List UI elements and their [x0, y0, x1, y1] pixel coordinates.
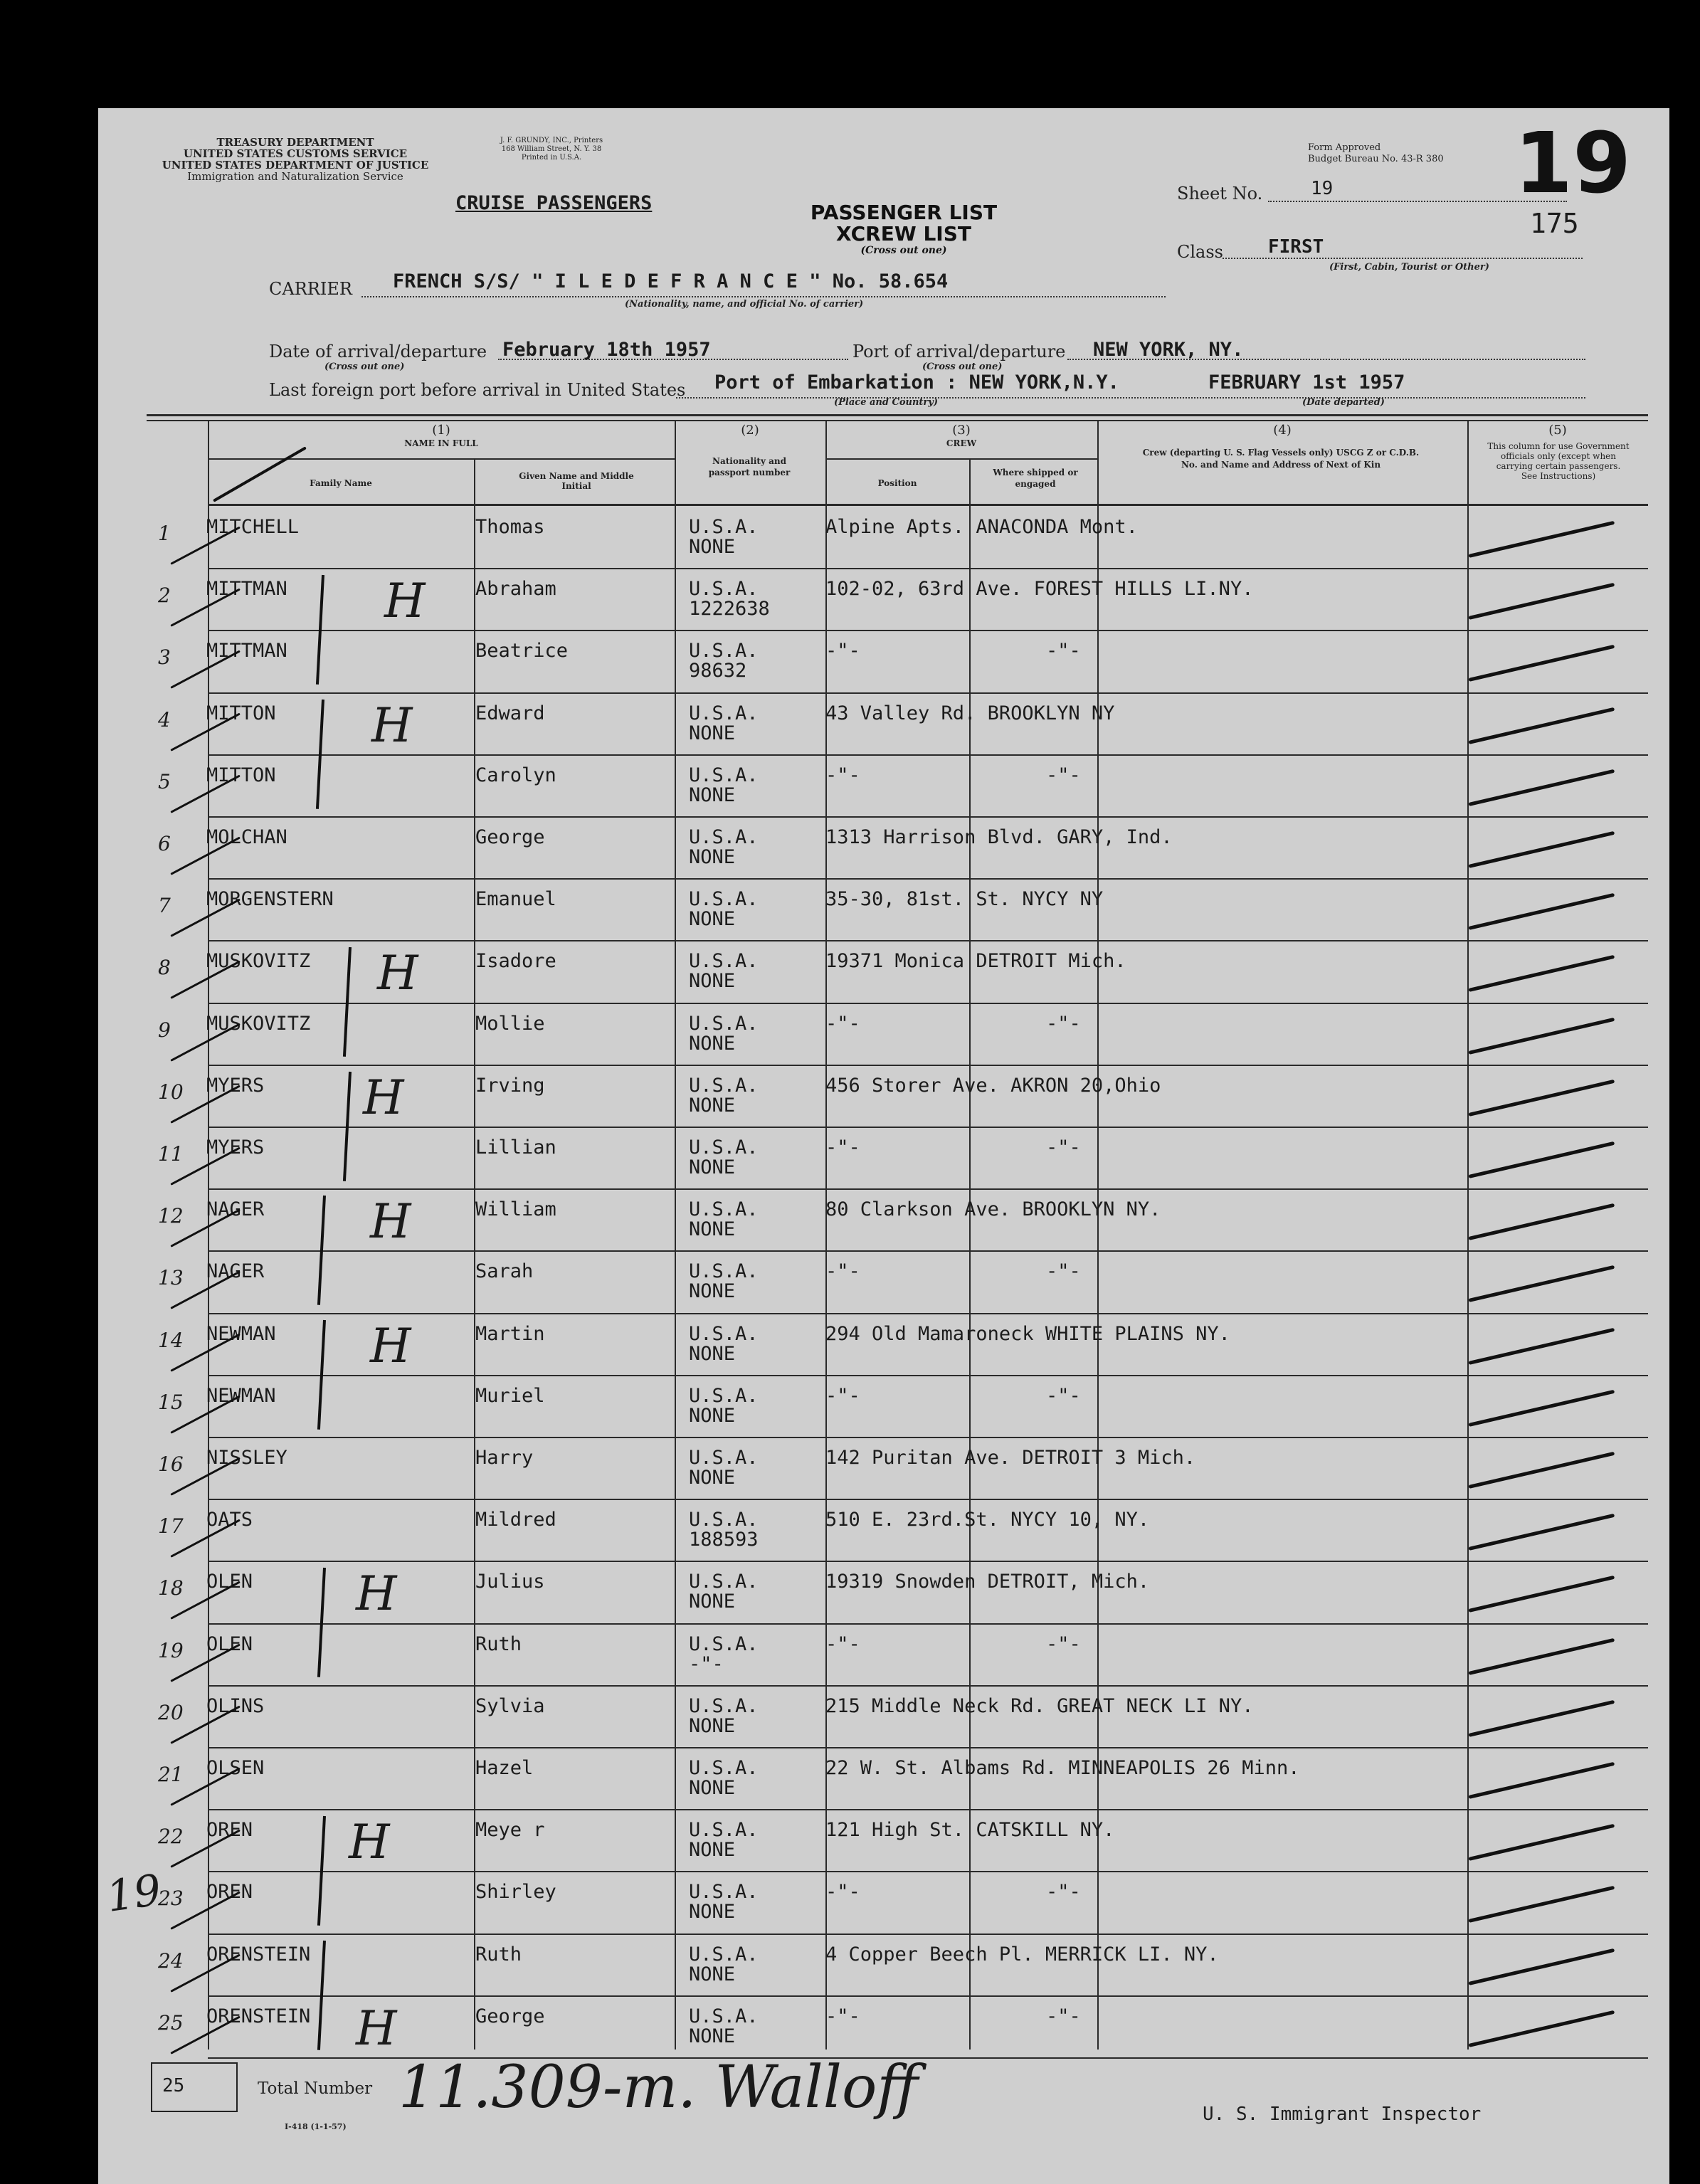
col1-number: (1) — [432, 423, 450, 438]
date-note: (Cross out one) — [324, 362, 405, 372]
given-name-cell: Martin — [475, 1323, 545, 1345]
family-name-cell: OREN — [206, 1881, 253, 1903]
nationality-cell: U.S.A. — [689, 702, 759, 724]
address-cell: 22 W. St. Albams Rd. MINNEAPOLIS 26 Minn. — [825, 1757, 1300, 1779]
given-name-cell: Lillian — [475, 1136, 556, 1159]
carrier-note: (Nationality, name, and official No. of carrier) — [625, 299, 864, 310]
form-code: I-418 (1-1-57) — [285, 2122, 347, 2131]
nationality-cell: U.S.A. — [689, 826, 759, 848]
row-number: 7 — [158, 894, 171, 917]
address-cell: -"- — [825, 640, 860, 662]
passport-cell: NONE — [689, 1467, 736, 1489]
sheet-value: 19 — [1311, 178, 1334, 199]
nationality-cell: U.S.A. — [689, 1819, 759, 1841]
h-mark: H — [384, 574, 426, 628]
passport-cell: NONE — [689, 1280, 736, 1302]
given-name-cell: Abraham — [475, 578, 556, 600]
col4-title: Crew (departing U. S. Flag Vessels only) USCG Z or C.D.B. No. and Name and Address of Next of Kin — [1142, 448, 1420, 470]
nationality-cell: U.S.A. — [689, 1881, 759, 1903]
department-block — [142, 137, 448, 182]
row-number: 5 — [158, 770, 171, 793]
family-name-cell: OATS — [206, 1509, 253, 1531]
given-name-cell: Julius — [475, 1571, 545, 1593]
col5-title: This column for use Government officials only (except when carrying certain passengers. See Instructions) — [1487, 441, 1630, 481]
address-cell: 80 Clarkson Ave. BROOKLYN NY. — [825, 1198, 1161, 1220]
nationality-cell: U.S.A. — [689, 2005, 759, 2027]
ditto-cell: -"- — [1046, 1136, 1081, 1159]
nationality-cell: U.S.A. — [689, 578, 759, 600]
col5-number: (5) — [1548, 423, 1567, 438]
inspector-signature: 11.309-m. Walloff — [398, 2054, 919, 2121]
col2-number: (2) — [741, 423, 759, 438]
passport-cell: NONE — [689, 1901, 736, 1923]
address-cell: 456 Storer Ave. AKRON 20,Ohio — [825, 1075, 1161, 1097]
given-name-cell: Muriel — [475, 1385, 545, 1407]
passport-cell: NONE — [689, 784, 736, 806]
nationality-cell: U.S.A. — [689, 1447, 759, 1469]
ditto-cell: -"- — [1046, 764, 1081, 786]
given-name-cell: Ruth — [475, 1633, 522, 1655]
row-number: 4 — [158, 708, 171, 732]
h-mark: H — [349, 1815, 390, 1869]
nationality-cell: U.S.A. — [689, 888, 759, 910]
margin-note: 19 — [103, 1865, 164, 1922]
family-name-cell: MUSKOVITZ — [206, 1013, 311, 1035]
row-number: 10 — [158, 1080, 184, 1104]
port-value: NEW YORK, NY. — [1093, 339, 1244, 361]
ditto-cell: -"- — [1046, 2005, 1081, 2027]
given-name-cell: Isadore — [475, 950, 556, 972]
row-number: 22 — [158, 1825, 184, 1848]
ditto-cell: -"- — [1046, 1633, 1081, 1655]
address-cell: 35-30, 81st. St. NYCY NY — [825, 888, 1104, 910]
dept-line: UNITED STATES CUSTOMS SERVICE — [183, 147, 408, 160]
row-number: 1 — [158, 522, 171, 545]
class-value: FIRST — [1268, 236, 1324, 258]
row-number: 20 — [158, 1701, 184, 1724]
title-crew-list: XCREW LIST — [836, 222, 971, 246]
nationality-cell: U.S.A. — [689, 1323, 759, 1345]
given-name-cell: Edward — [475, 702, 545, 724]
date-departed-note: (Date departed) — [1302, 397, 1385, 408]
h-mark: H — [370, 1319, 411, 1373]
nationality-cell: U.S.A. — [689, 516, 759, 538]
passport-cell: NONE — [689, 1777, 736, 1799]
ditto-cell: -"- — [1046, 1385, 1081, 1407]
row-number: 2 — [158, 584, 171, 607]
nationality-cell: U.S.A. — [689, 1943, 759, 1966]
h-mark: H — [371, 698, 413, 753]
dept-line: Immigration and Naturalization Service — [187, 170, 403, 183]
printer-line: Printed in U.S.A. — [521, 154, 582, 162]
passport-cell: NONE — [689, 722, 736, 744]
h-mark: H — [370, 1194, 411, 1249]
passport-cell: -"- — [689, 1653, 724, 1675]
nationality-cell: U.S.A. — [689, 1013, 759, 1035]
nationality-cell: U.S.A. — [689, 1695, 759, 1717]
date-departed-value: FEBRUARY 1st 1957 — [1208, 371, 1405, 394]
address-cell: 19371 Monica DETROIT Mich. — [825, 950, 1126, 972]
last-port-value: Port of Embarkation : NEW YORK,N.Y. — [714, 371, 1119, 394]
passport-cell: NONE — [689, 2025, 736, 2047]
nationality-cell: U.S.A. — [689, 1633, 759, 1655]
address-cell: 43 Valley Rd. BROOKLYN NY — [825, 702, 1115, 724]
passport-cell: NONE — [689, 536, 736, 558]
ditto-cell: -"- — [1046, 1881, 1081, 1903]
address-cell: -"- — [825, 1136, 860, 1159]
family-name-cell: NISSLEY — [206, 1447, 287, 1469]
address-cell: -"- — [825, 1013, 860, 1035]
budget-bureau: Budget Bureau No. 43-R 380 — [1308, 154, 1444, 164]
row-number: 6 — [158, 832, 171, 855]
address-cell: 121 High St. CATSKILL NY. — [825, 1819, 1115, 1841]
row-number: 17 — [158, 1514, 184, 1538]
family-name-cell: MITTON — [206, 764, 276, 786]
family-name-cell: ORENSTEIN — [206, 2005, 311, 2027]
sheet-label: Sheet No. — [1177, 184, 1263, 204]
nationality-cell: U.S.A. — [689, 1136, 759, 1159]
address-cell: 215 Middle Neck Rd. GREAT NECK LI NY. — [825, 1695, 1254, 1717]
address-cell: -"- — [825, 1633, 860, 1655]
given-name-cell: Meye r — [475, 1819, 545, 1841]
stamp-number: 175 — [1530, 208, 1579, 239]
h-mark: H — [356, 1566, 397, 1621]
given-name-cell: Carolyn — [475, 764, 556, 786]
h-mark: H — [356, 2001, 397, 2056]
passport-cell: NONE — [689, 1405, 736, 1427]
carrier-label: CARRIER — [269, 279, 352, 299]
address-cell: -"- — [825, 1881, 860, 1903]
passport-cell: NONE — [689, 1094, 736, 1117]
family-name-cell: MORGENSTERN — [206, 888, 334, 910]
family-name-header: Family Name — [310, 478, 372, 488]
nationality-cell: U.S.A. — [689, 1571, 759, 1593]
printer-line: J. F. GRUNDY, INC., Printers — [500, 137, 603, 144]
shipped-header: Where shipped or engaged — [993, 468, 1078, 489]
passport-cell: NONE — [689, 1590, 736, 1613]
address-cell: 19319 Snowden DETROIT, Mich. — [825, 1571, 1150, 1593]
row-number: 25 — [158, 2011, 184, 2035]
row-number: 14 — [158, 1329, 184, 1352]
family-name-cell: OLSEN — [206, 1757, 265, 1779]
family-name-cell: NEWMAN — [206, 1323, 276, 1345]
col4-number: (4) — [1273, 423, 1292, 438]
address-cell: -"- — [825, 1260, 860, 1282]
last-port-note: (Place and Country) — [834, 397, 938, 408]
printer-block — [470, 137, 633, 162]
family-name-cell: NAGER — [206, 1198, 265, 1220]
given-name-cell: Sylvia — [475, 1695, 545, 1717]
title-note: (Cross out one) — [860, 245, 947, 256]
row-number: 3 — [158, 645, 171, 669]
cruise-passengers-stamp: CRUISE PASSENGERS — [455, 192, 653, 214]
h-mark: H — [377, 946, 418, 1001]
passport-cell: NONE — [689, 846, 736, 868]
family-name-cell: OLINS — [206, 1695, 265, 1717]
row-number: 21 — [158, 1763, 184, 1786]
family-name-cell: MYERS — [206, 1136, 265, 1159]
row-number: 12 — [158, 1204, 184, 1228]
passport-cell: 98632 — [689, 660, 747, 682]
address-cell: Alpine Apts. ANACONDA Mont. — [825, 516, 1138, 538]
family-name-cell: MITTMAN — [206, 578, 287, 600]
h-mark: H — [363, 1070, 404, 1125]
family-name-cell: OREN — [206, 1819, 253, 1841]
given-name-cell: Emanuel — [475, 888, 556, 910]
nationality-cell: U.S.A. — [689, 950, 759, 972]
col3-title: CREW — [946, 438, 977, 448]
given-name-header: Given Name and Middle Initial — [519, 471, 634, 491]
family-name-cell: OLEN — [206, 1633, 253, 1655]
nationality-cell: U.S.A. — [689, 1075, 759, 1097]
family-name-cell: MITTON — [206, 702, 276, 724]
row-number: 11 — [158, 1142, 184, 1166]
family-name-cell: MUSKOVITZ — [206, 950, 311, 972]
col2-title: Nationality and passport number — [708, 456, 791, 478]
row-number: 24 — [158, 1949, 184, 1973]
passport-cell: NONE — [689, 1839, 736, 1861]
given-name-cell: Mollie — [475, 1013, 545, 1035]
row-number: 23 — [158, 1887, 184, 1910]
passport-cell: NONE — [689, 1033, 736, 1055]
given-name-cell: Shirley — [475, 1881, 556, 1903]
given-name-cell: Mildred — [475, 1509, 556, 1531]
passport-cell: NONE — [689, 970, 736, 992]
title-passenger-list: PASSENGER LIST — [810, 201, 998, 224]
nationality-cell: U.S.A. — [689, 640, 759, 662]
printer-line: 168 William Street, N. Y. 38 — [501, 145, 602, 153]
address-cell: 142 Puritan Ave. DETROIT 3 Mich. — [825, 1447, 1196, 1469]
class-label: Class — [1177, 242, 1223, 262]
passport-cell: NONE — [689, 1218, 736, 1240]
inspector-title: U. S. Immigrant Inspector — [1203, 2104, 1482, 2125]
given-name-cell: George — [475, 826, 545, 848]
row-number: 19 — [158, 1639, 184, 1662]
passport-cell: NONE — [689, 1963, 736, 1985]
given-name-cell: Sarah — [475, 1260, 534, 1282]
family-name-cell: MITCHELL — [206, 516, 300, 538]
address-cell: 510 E. 23rd.St. NYCY 10, NY. — [825, 1509, 1150, 1531]
row-number: 8 — [158, 956, 171, 979]
address-cell: -"- — [825, 764, 860, 786]
passport-cell: NONE — [689, 1715, 736, 1737]
address-cell: 4 Copper Beech Pl. MERRICK LI. NY. — [825, 1943, 1219, 1966]
nationality-cell: U.S.A. — [689, 1509, 759, 1531]
row-number: 15 — [158, 1391, 184, 1414]
row-number: 9 — [158, 1018, 171, 1042]
col3-number: (3) — [952, 423, 971, 438]
passport-cell: NONE — [689, 1156, 736, 1178]
dept-line: TREASURY DEPARTMENT — [216, 136, 374, 149]
nationality-cell: U.S.A. — [689, 1198, 759, 1220]
given-name-cell: Beatrice — [475, 640, 569, 662]
nationality-cell: U.S.A. — [689, 1757, 759, 1779]
ditto-cell: -"- — [1046, 1260, 1081, 1282]
port-label: Port of arrival/departure — [852, 342, 1066, 362]
passport-cell: NONE — [689, 1343, 736, 1365]
address-cell: -"- — [825, 1385, 860, 1407]
port-note: (Cross out one) — [922, 362, 1003, 372]
given-name-cell: Thomas — [475, 516, 545, 538]
passport-cell: NONE — [689, 908, 736, 930]
address-cell: 294 Old Mamaroneck WHITE PLAINS NY. — [825, 1323, 1230, 1345]
nationality-cell: U.S.A. — [689, 764, 759, 786]
big-sheet-number: 19 — [1514, 114, 1632, 212]
total-label: Total Number — [258, 2079, 373, 2098]
family-name-cell: NEWMAN — [206, 1385, 276, 1407]
col1-title: NAME IN FULL — [404, 438, 478, 448]
family-name-cell: MYERS — [206, 1075, 265, 1097]
row-number: 13 — [158, 1266, 184, 1289]
dept-line: UNITED STATES DEPARTMENT OF JUSTICE — [162, 159, 429, 172]
address-cell: -"- — [825, 2005, 860, 2027]
family-name-cell: MOLCHAN — [206, 826, 287, 848]
ditto-cell: -"- — [1046, 1013, 1081, 1035]
nationality-cell: U.S.A. — [689, 1260, 759, 1282]
last-port-label: Last foreign port before arrival in United States — [269, 380, 686, 400]
given-name-cell: Ruth — [475, 1943, 522, 1966]
address-cell: 102-02, 63rd Ave. FOREST HILLS LI.NY. — [825, 578, 1254, 600]
list-title — [797, 202, 1010, 256]
row-number: 18 — [158, 1576, 184, 1600]
given-name-cell: Harry — [475, 1447, 534, 1469]
form-approved: Form Approved — [1308, 142, 1381, 153]
family-name-cell: OLEN — [206, 1571, 253, 1593]
total-number-value: 25 — [162, 2075, 185, 2096]
given-name-cell: George — [475, 2005, 545, 2027]
date-label: Date of arrival/departure — [269, 342, 487, 362]
class-note: (First, Cabin, Tourist or Other) — [1329, 262, 1489, 273]
ditto-cell: -"- — [1046, 640, 1081, 662]
address-cell: 1313 Harrison Blvd. GARY, Ind. — [825, 826, 1173, 848]
family-name-cell: MITTMAN — [206, 640, 287, 662]
date-value: February 18th 1957 — [502, 339, 711, 361]
given-name-cell: William — [475, 1198, 556, 1220]
carrier-value: FRENCH S/S/ " I L E D E F R A N C E " No. 58.654 — [393, 270, 949, 292]
row-number: 16 — [158, 1452, 184, 1476]
nationality-cell: U.S.A. — [689, 1385, 759, 1407]
position-header: Position — [877, 478, 917, 488]
passport-cell: 188593 — [689, 1529, 759, 1551]
family-name-cell: ORENSTEIN — [206, 1943, 311, 1966]
given-name-cell: Irving — [475, 1075, 545, 1097]
family-name-cell: NAGER — [206, 1260, 265, 1282]
given-name-cell: Hazel — [475, 1757, 534, 1779]
passport-cell: 1222638 — [689, 598, 770, 620]
